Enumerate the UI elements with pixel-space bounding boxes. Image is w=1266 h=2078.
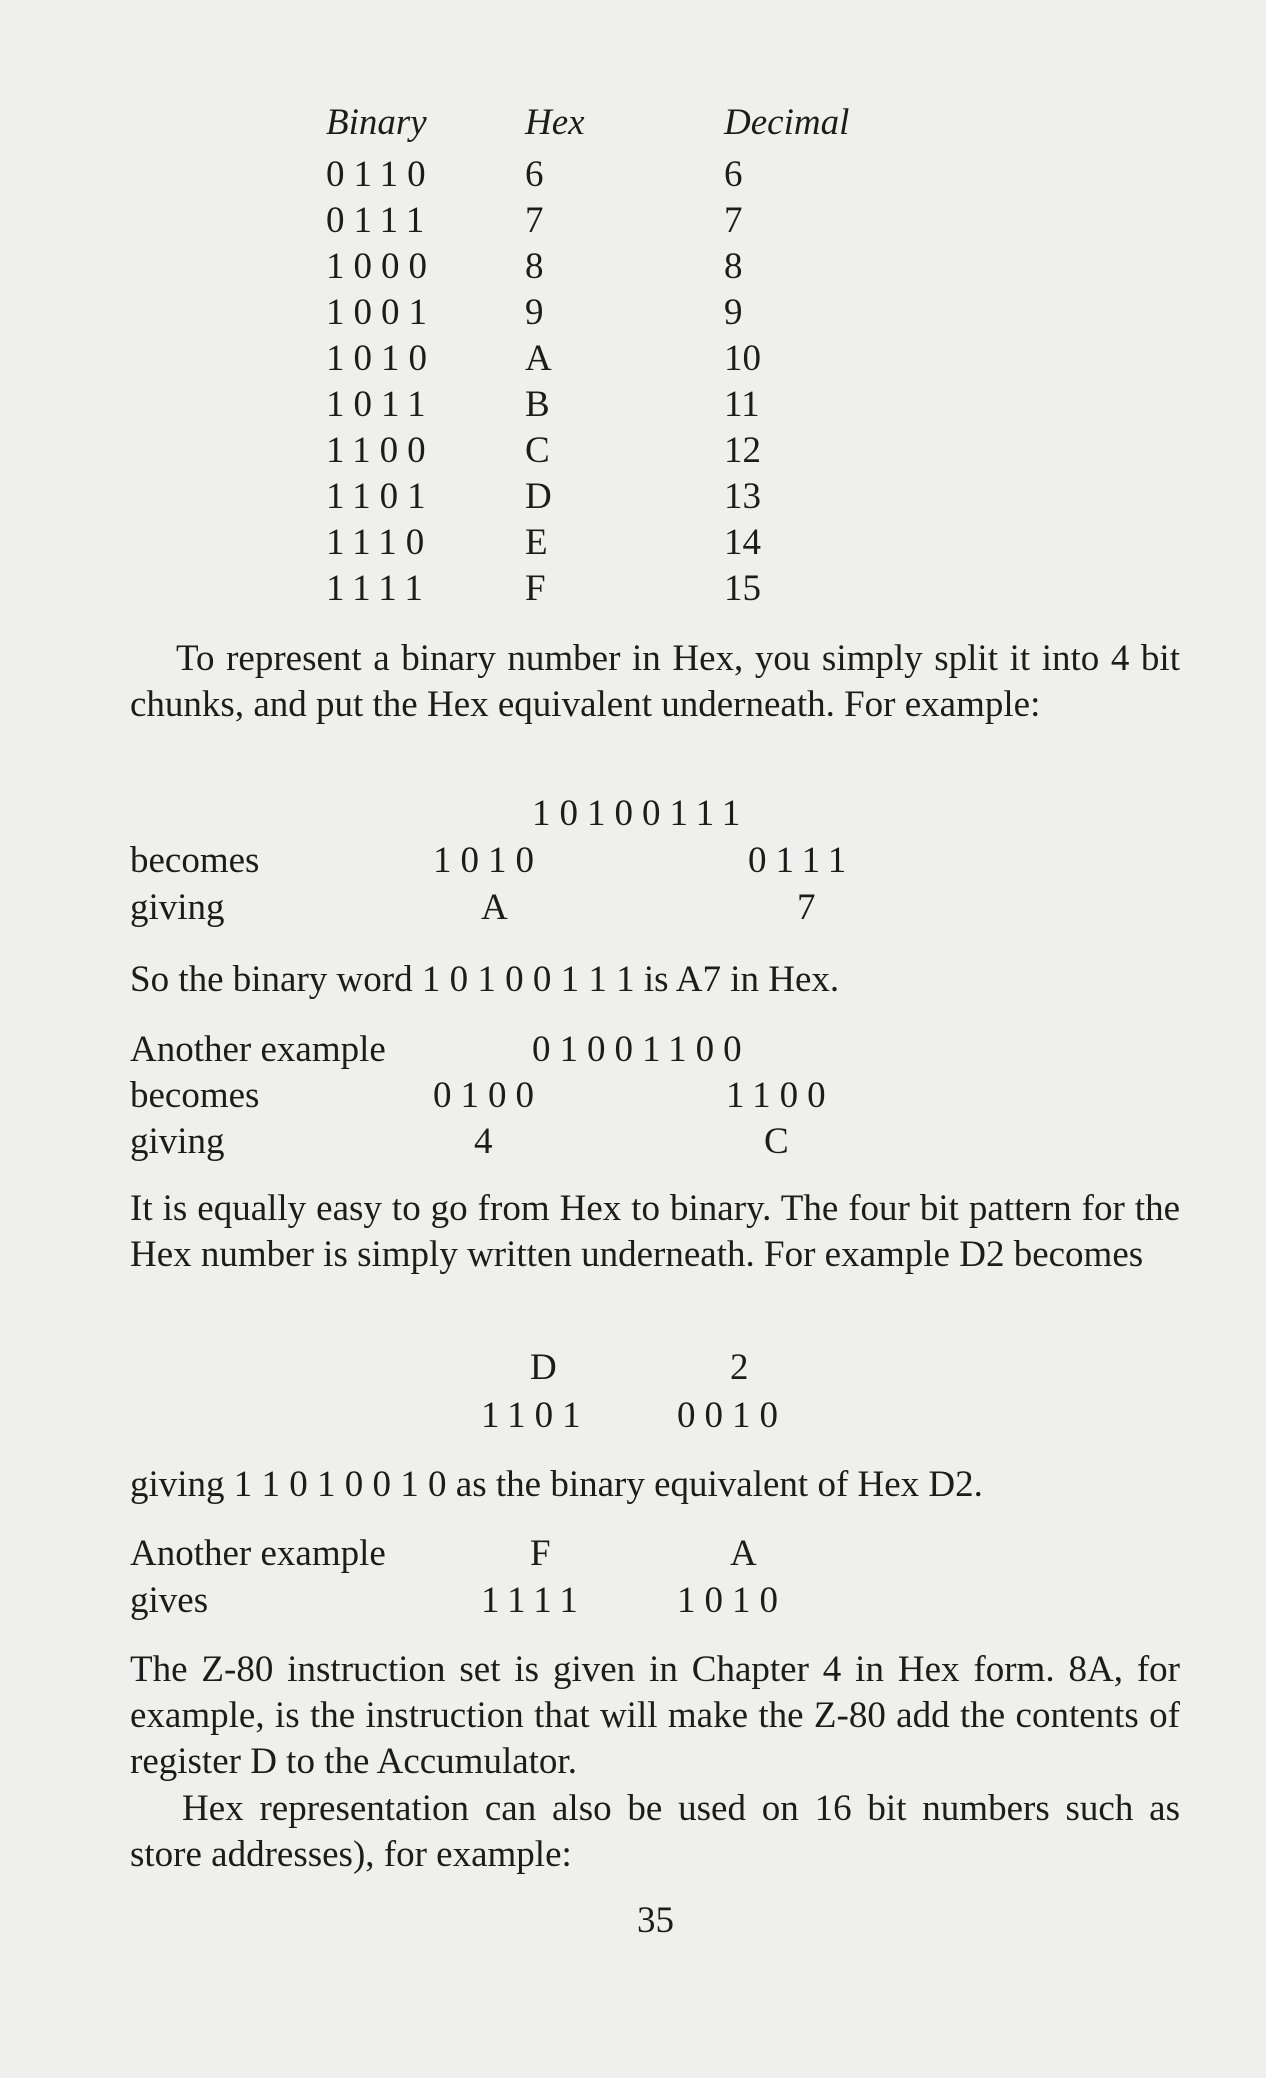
right-nibble: 0010 — [677, 1395, 787, 1436]
table-cell-hex: E — [525, 522, 548, 563]
table-cell-hex: D — [525, 476, 552, 517]
left-hex-digit: D — [530, 1347, 557, 1388]
table-cell-decimal: 7 — [724, 200, 743, 241]
gives-label: gives — [130, 1580, 209, 1621]
table-cell-decimal: 6 — [724, 154, 743, 195]
left-nibble: 1101 — [481, 1395, 590, 1436]
right-hex-digit: C — [764, 1121, 789, 1162]
table-cell-hex: F — [525, 568, 546, 609]
header-decimal: Decimal — [724, 102, 850, 143]
page-number: 35 — [637, 1900, 674, 1941]
another-example-label: Another example — [130, 1029, 386, 1070]
header-binary: Binary — [326, 102, 427, 143]
paragraph-z80: The Z-80 instruction set is given in Chapter 4 in Hex form. 8A, for example, is the instruction that will make the Z-80 add the contents of register D to the Accumulator. — [130, 1649, 1180, 1782]
another-example-label: Another example — [130, 1533, 386, 1574]
right-hex-digit: 2 — [730, 1347, 749, 1388]
table-cell-decimal: 11 — [724, 384, 760, 425]
table-cell-binary: 1101 — [326, 476, 435, 517]
left-hex-digit: 4 — [474, 1121, 493, 1162]
left-nibble: 1111 — [481, 1580, 587, 1621]
right-nibble: 0111 — [748, 840, 856, 881]
becomes-label: becomes — [130, 840, 260, 881]
giving-label: giving — [130, 887, 225, 928]
paragraph-hex-to-binary: It is equally easy to go from Hex to binary. The four bit pattern for the Hex number is simply written underneath. For example D2 becomes — [130, 1188, 1180, 1275]
table-cell-decimal: 12 — [724, 430, 761, 471]
left-hex-digit: A — [481, 887, 508, 928]
table-cell-binary: 1110 — [326, 522, 434, 563]
table-cell-binary: 1000 — [326, 246, 436, 287]
table-cell-hex: 9 — [525, 292, 544, 333]
paragraph-intro: To represent a binary number in Hex, you simply split it into 4 bit chunks, and put the Hex equivalent underneath. For example: — [130, 638, 1180, 725]
right-nibble: 1100 — [726, 1075, 835, 1116]
right-hex-digit: 7 — [797, 887, 816, 928]
table-cell-hex: C — [525, 430, 550, 471]
table-cell-binary: 1001 — [326, 292, 436, 333]
table-cell-hex: B — [525, 384, 550, 425]
binary-word: 01001100 — [532, 1029, 751, 1070]
left-nibble: 0100 — [433, 1075, 543, 1116]
table-cell-decimal: 10 — [724, 338, 761, 379]
table-cell-decimal: 15 — [724, 568, 761, 609]
right-nibble: 1010 — [677, 1580, 787, 1621]
table-cell-binary: 1011 — [326, 384, 435, 425]
giving-label: giving — [130, 1121, 225, 1162]
paragraph-16bit: Hex representation can also be used on 16 bit numbers such as store addresses), for example: — [130, 1788, 1180, 1875]
table-cell-decimal: 9 — [724, 292, 743, 333]
table-cell-hex: 8 — [525, 246, 544, 287]
binary-word: 10100111 — [532, 793, 750, 834]
table-cell-binary: 0110 — [326, 154, 435, 195]
table-cell-decimal: 13 — [724, 476, 761, 517]
table-cell-hex: 6 — [525, 154, 544, 195]
header-hex: Hex — [525, 102, 585, 143]
table-cell-decimal: 8 — [724, 246, 743, 287]
table-cell-hex: 7 — [525, 200, 544, 241]
becomes-label: becomes — [130, 1075, 260, 1116]
table-cell-binary: 1010 — [326, 338, 436, 379]
left-nibble: 1010 — [433, 840, 543, 881]
left-hex-digit: F — [530, 1533, 551, 1574]
summary-example-3: giving 1 1 0 1 0 0 1 0 as the binary equivalent of Hex D2. — [130, 1464, 983, 1505]
summary-example-1: So the binary word 1 0 1 0 0 1 1 1 is A7 in Hex. — [130, 959, 840, 1000]
table-cell-binary: 0111 — [326, 200, 434, 241]
right-hex-digit: A — [730, 1533, 757, 1574]
table-cell-binary: 1111 — [326, 568, 432, 609]
table-cell-hex: A — [525, 338, 552, 379]
table-cell-binary: 1100 — [326, 430, 435, 471]
table-cell-decimal: 14 — [724, 522, 761, 563]
